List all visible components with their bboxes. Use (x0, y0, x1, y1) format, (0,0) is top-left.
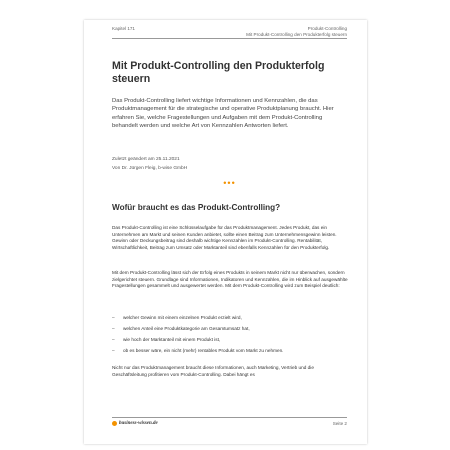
dash-bullet: – (112, 326, 115, 331)
list-item (112, 337, 349, 348)
dash-bullet: – (112, 337, 115, 342)
dash-bullet: – (112, 315, 115, 320)
list-item (112, 326, 349, 337)
bullet-list (112, 315, 349, 359)
section-divider-dots: ••• (223, 178, 236, 188)
lead-paragraph: Das Produkt-Controlling liefert wichtige Informationen und Kennzahlen, die das Produktmanagement für die strategische und operative Produktplanung braucht. Hier erfahren Sie, welche Fragestellungen und Aufgaben mit dem Produkt-Controlling behandelt werden und welche Art von Kennzahlen Antworten liefert. (112, 98, 334, 129)
list-item-text: welchen Anteil eine Produktkategorie am Gesamtumsatz hat, (123, 326, 250, 331)
paragraph: Mit dem Produkt-Controlling lässt sich der Erfolg eines Produkts in seinem Markt nicht nur überwachen, sondern zielgerichtet steuern. Grundlage sind Informationen, Indikatoren und Kennzahlen, die im Hinblick auf ausgewählte Fragestellungen gesammelt und ausgewertet werden. Mit dem Produkt-Controlling wird zum Beispiel deutlich: (112, 270, 348, 289)
header-right (246, 26, 347, 38)
logo-text: business-wissen.de (119, 421, 158, 426)
document-page (84, 20, 367, 444)
list-item-text: wie hoch der Marktanteil mit einem Produkt ist, (123, 337, 221, 342)
paragraph: Das Produkt-Controlling ist eine Schlüsselaufgabe für das Produktmanagement. Jedes Produkt, das ein Unternehmen am Markt und seinen Kunden anbietet, sollte einen Beitrag zum Unternehmensgewinn leisten. Gewinn oder Deckungsbeitrag sind deshalb wichtige Kennzahlen im Produkt-Controlling. Rentabilität, Wirtschaftlichkeit, Beitrag zum Umsatz oder Marktanteil sind ebenfalls Kennzahlen für den Produkterfolg. (112, 225, 337, 251)
footer-rule (112, 417, 347, 418)
last-updated: Zuletzt geändert am 25.11.2021 (112, 157, 180, 162)
list-item-text: ob es besser wäre, ein nicht (mehr) rentables Produkt vom Markt zu nehmen. (123, 348, 284, 353)
page-title: Mit Produkt-Controlling den Produkterfolg steuern (112, 60, 325, 85)
brand-logo (112, 421, 158, 426)
author-line: Von Dr. Jürgen Fleig, b-wise GmbH (112, 165, 188, 171)
header-section: Produkt-Controlling (307, 26, 347, 31)
paragraph: Nicht nur das Produktmanagement braucht diese Informationen, auch Marketing, Vertrieb und die Geschäftsleitung profitieren vom Produkt-Controlling. Dabei hängt es (112, 365, 314, 377)
header-subtitle: Mit Produkt-Controlling den Produkterfolg steuern (246, 31, 347, 37)
section-heading: Wofür braucht es das Produkt-Controlling? (112, 203, 281, 212)
list-item (112, 315, 349, 326)
list-item-text: welcher Gewinn mit einem einzelnen Produkt erzielt wird, (123, 315, 242, 320)
article-meta (112, 156, 187, 173)
chapter-label: Kapitel 171 (112, 26, 135, 31)
list-item (112, 348, 349, 359)
page-number: Seite 2 (332, 421, 347, 426)
logo-dot-icon (112, 421, 117, 426)
dash-bullet: – (112, 348, 115, 353)
header-rule (112, 38, 347, 39)
